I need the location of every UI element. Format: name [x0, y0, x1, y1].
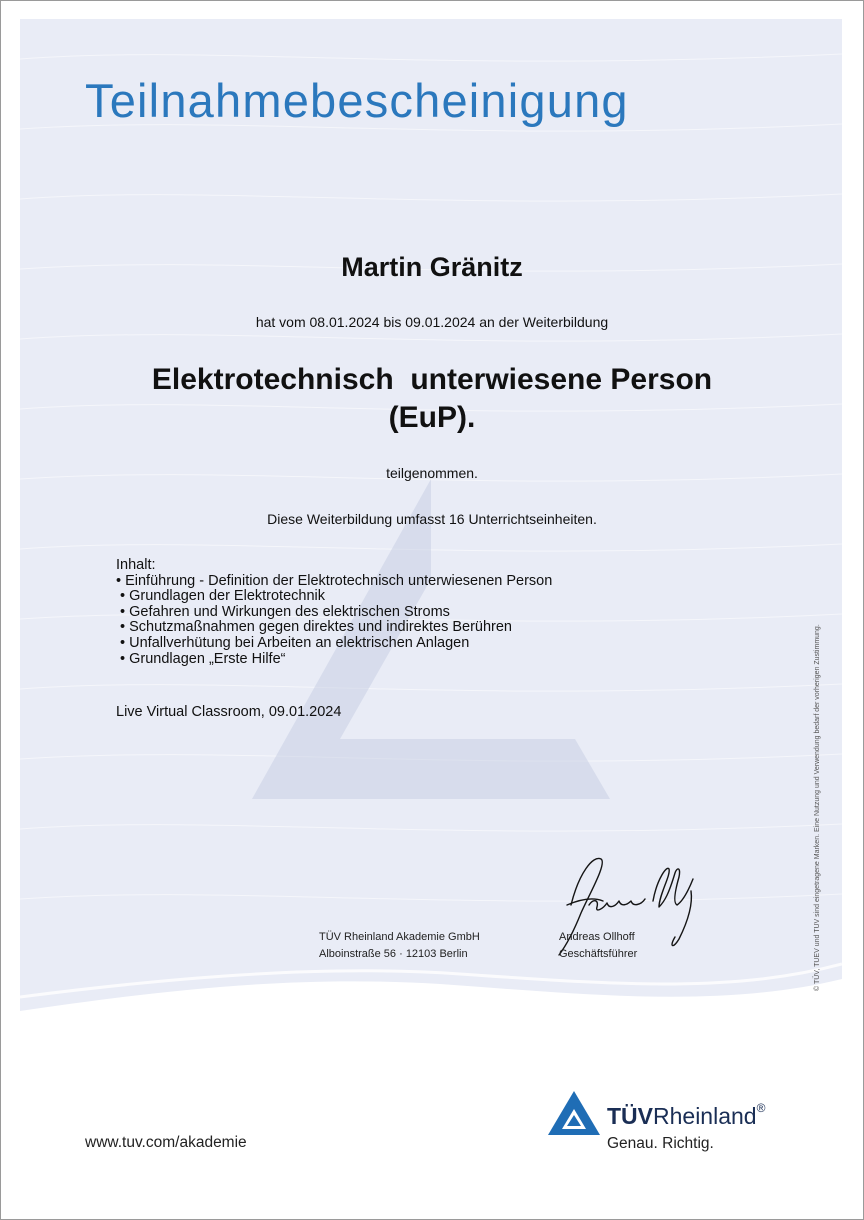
brand-bold: TÜV	[607, 1103, 653, 1129]
list-item: • Grundlagen „Erste Hilfe“	[116, 650, 286, 667]
list-item: • Einführung - Definition der Elektrotechnisch unterwiesenen Person	[116, 572, 553, 589]
list-item: • Schutzmaßnahmen gegen direktes und indirektes Berühren	[116, 619, 512, 636]
issuer-company: TÜV Rheinland Akademie GmbH	[319, 931, 480, 943]
signer-name: Andreas Ollhoff	[559, 931, 635, 943]
units-text: Diese Weiterbildung umfasst 16 Unterrichtseinheiten.	[267, 511, 597, 527]
legal-note: © TÜV, TUEV und TUV sind eingetragene Marken. Eine Nutzung und Verwendung bedarf der vorherigen Zustimmung.	[814, 624, 821, 991]
footer-url: www.tuv.com/akademie	[85, 1134, 247, 1151]
signer-role: Geschäftsführer	[559, 948, 638, 960]
tuv-triangle-logo-icon	[546, 1089, 602, 1139]
list-item: • Unfallverhütung bei Arbeiten an elektrischen Anlagen	[116, 634, 470, 651]
brand-regular: Rheinland	[653, 1103, 757, 1129]
participant-name: Martin Gränitz	[341, 252, 523, 282]
list-item: • Gefahren und Wirkungen des elektrischen Stroms	[116, 603, 450, 620]
issuer-address: Alboinstraße 56 · 12103 Berlin	[319, 948, 468, 960]
brand-name	[607, 1103, 765, 1130]
content-list	[116, 558, 552, 667]
period-text: hat vom 08.01.2024 bis 09.01.2024 an der Weiterbildung	[255, 314, 609, 330]
course-title-line-2: (EuP).	[388, 401, 476, 434]
signer-block	[559, 929, 637, 963]
certificate-title: Teilnahmebescheinigung	[85, 74, 629, 127]
registered-mark: ®	[756, 1101, 766, 1115]
brand-tagline: Genau. Richtig.	[607, 1135, 714, 1152]
course-title	[1, 361, 863, 437]
issuer-block	[319, 929, 480, 963]
content-heading: Inhalt:	[116, 557, 156, 573]
place-date: Live Virtual Classroom, 09.01.2024	[116, 704, 342, 720]
attended-text: teilgenommen.	[386, 465, 478, 481]
list-item: • Grundlagen der Elektrotechnik	[116, 588, 325, 605]
course-title-line-1: Elektrotechnisch unterwiesene Person	[151, 363, 713, 396]
